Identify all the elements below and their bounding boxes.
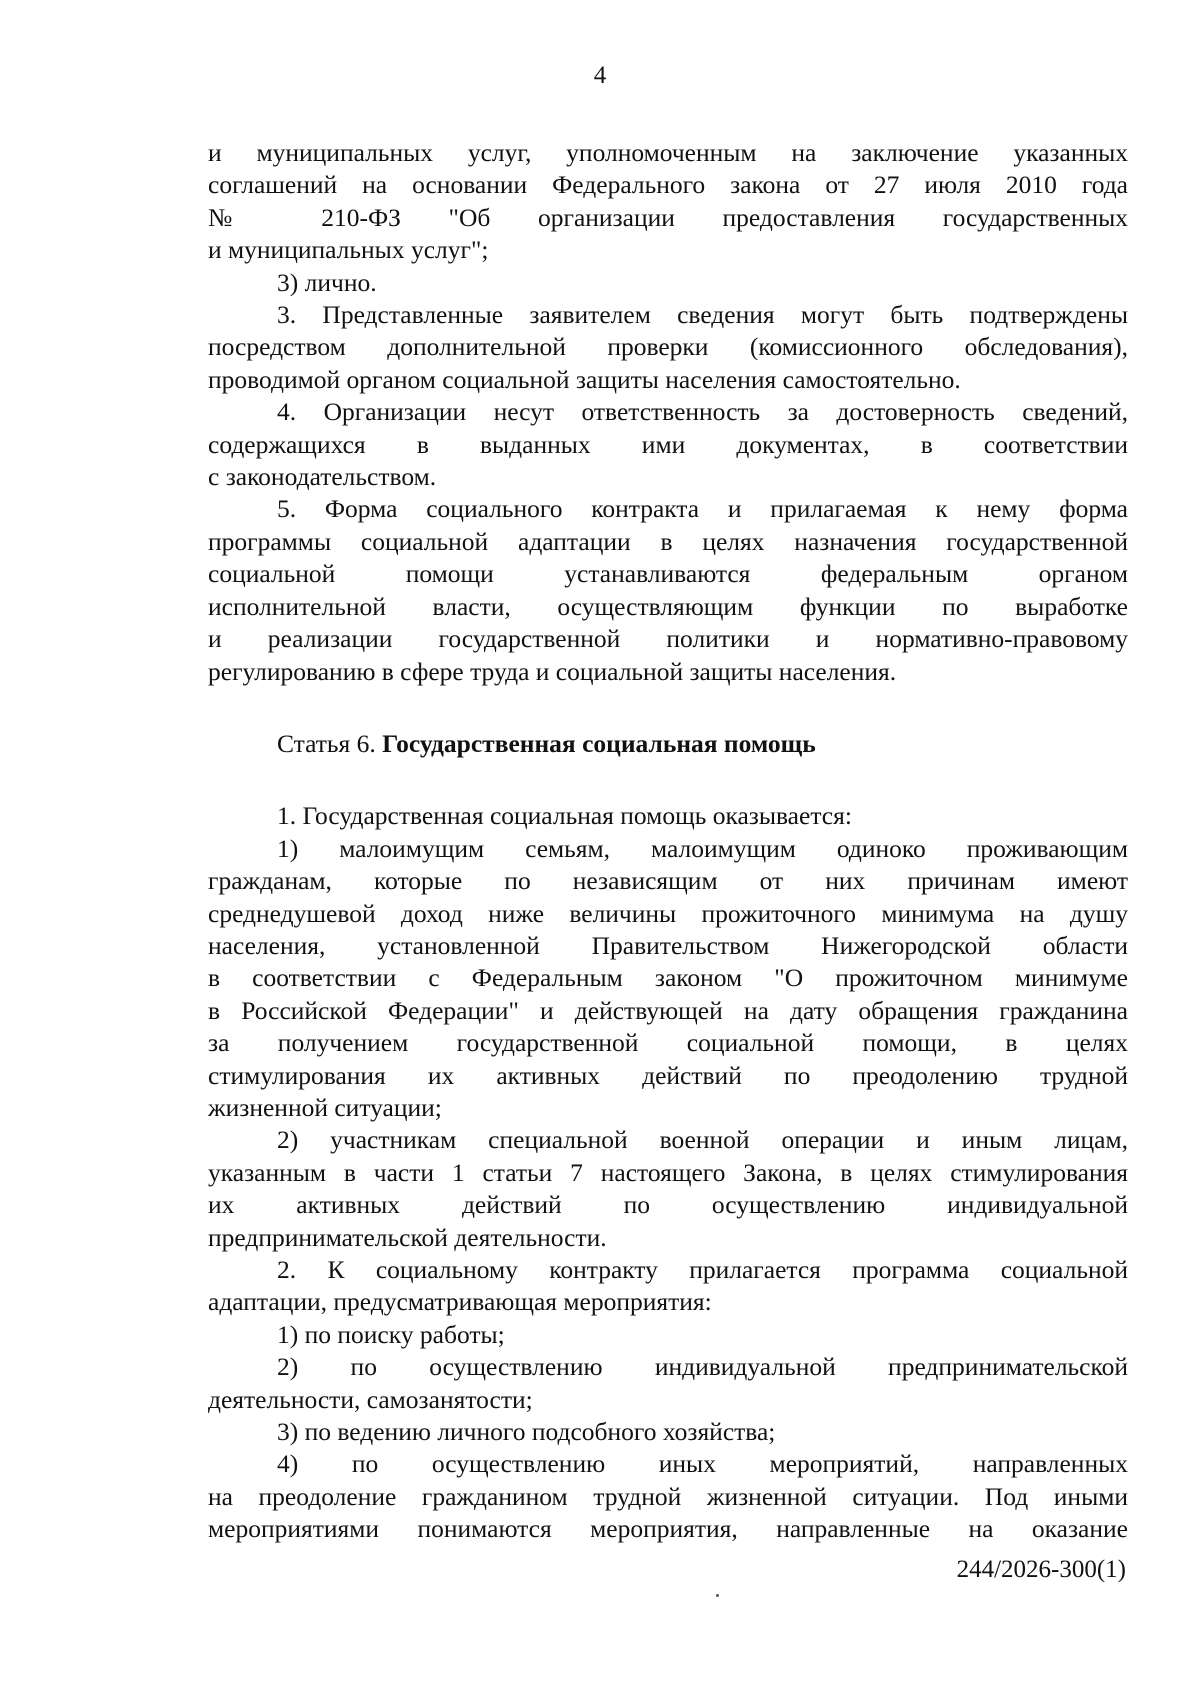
text-line: деятельности, самозанятости; [208, 1384, 533, 1414]
text-line: 1. Государственная социальная помощь оказывается: [277, 801, 852, 831]
text-line: посредством дополнительной проверки (комиссионного обследования), [208, 332, 1128, 362]
text-line: 5. Форма социального контракта и прилагаемая к нему форма [277, 494, 1128, 524]
text-line: 3) лично. [277, 267, 377, 297]
text-line: 4. Организации несут ответственность за достоверность сведений, [277, 397, 1128, 427]
paragraphs-bottom [208, 800, 1128, 1545]
text-line: 4) по осуществлению иных мероприятий, направленных [277, 1449, 1128, 1479]
text-line: 3) по ведению личного подсобного хозяйства; [277, 1417, 776, 1447]
text-line: и реализации государственной политики и нормативно-правовому [208, 624, 1128, 654]
text-line: жизненной ситуации; [208, 1092, 442, 1122]
paragraphs-top [208, 137, 1128, 688]
text-line: содержащихся в выданных ими документах, в соответствии [208, 429, 1128, 459]
text-line: с законодательством. [208, 462, 437, 492]
text-line: в Российской Федерации" и действующей на дату обращения гражданина [208, 995, 1128, 1025]
text-line: и муниципальных услуг, уполномоченным на заключение указанных [208, 138, 1128, 167]
scan-speck [716, 1594, 719, 1597]
text-line: проводимой органом социальной защиты населения самостоятельно. [208, 364, 961, 394]
text-line: 3. Представленные заявителем сведения могут быть подтверждены [277, 300, 1128, 330]
text-line: 2) по осуществлению индивидуальной предпринимательской [277, 1352, 1128, 1382]
text-line: населения, установленной Правительством Нижегородской области [208, 930, 1128, 960]
text-line: предпринимательской деятельности. [208, 1222, 607, 1252]
text-line: гражданам, которые по независящим от них причинам имеют [208, 866, 1128, 896]
document-code: 244/2026-300(1) [956, 1556, 1126, 1583]
article-prefix: Статья 6. [277, 728, 376, 758]
text-line: 2) участникам специальной военной операции и иным лицам, [277, 1125, 1128, 1155]
text-line: программы социальной адаптации в целях назначения государственной [208, 526, 1128, 556]
text-line: 1) малоимущим семьям, малоимущим одиноко проживающим [277, 833, 1128, 863]
text-line: мероприятиями понимаются мероприятия, направленные на оказание [208, 1514, 1128, 1544]
text-line: и муниципальных услуг"; [208, 235, 489, 265]
text-line: 2. К социальному контракту прилагается программа социальной [277, 1255, 1128, 1284]
document-body [208, 137, 1128, 1546]
article-heading [208, 728, 1128, 760]
text-line: за получением государственной социальной помощи, в целях [208, 1028, 1128, 1058]
text-line: адаптации, предусматривающая мероприятия: [208, 1287, 712, 1317]
text-line: среднедушевой доход ниже величины прожиточного минимума на душу [208, 898, 1128, 928]
page-number: 4 [593, 62, 607, 89]
text-line: стимулирования их активных действий по преодолению трудной [208, 1060, 1128, 1090]
text-line: на преодоление гражданином трудной жизненной ситуации. Под иными [208, 1481, 1128, 1511]
text-line: № 210-ФЗ "Об организации предоставления государственных [208, 202, 1128, 232]
text-line: их активных действий по осуществлению индивидуальной [208, 1190, 1128, 1220]
text-line: указанным в части 1 статьи 7 настоящего Закона, в целях стимулирования [208, 1157, 1128, 1187]
text-line: 1) по поиску работы; [277, 1319, 505, 1349]
text-line: исполнительной власти, осуществляющим функции по выработке [208, 591, 1128, 621]
article-title: Государственная социальная помощь [382, 728, 816, 758]
text-line: регулированию в сфере труда и социальной защиты населения. [208, 656, 897, 686]
text-line: соглашений на основании Федерального закона от 27 июля 2010 года [208, 170, 1128, 200]
text-line: социальной помощи устанавливаются федеральным органом [208, 559, 1128, 589]
text-line: в соответствии с Федеральным законом "О прожиточном минимуме [208, 963, 1128, 993]
